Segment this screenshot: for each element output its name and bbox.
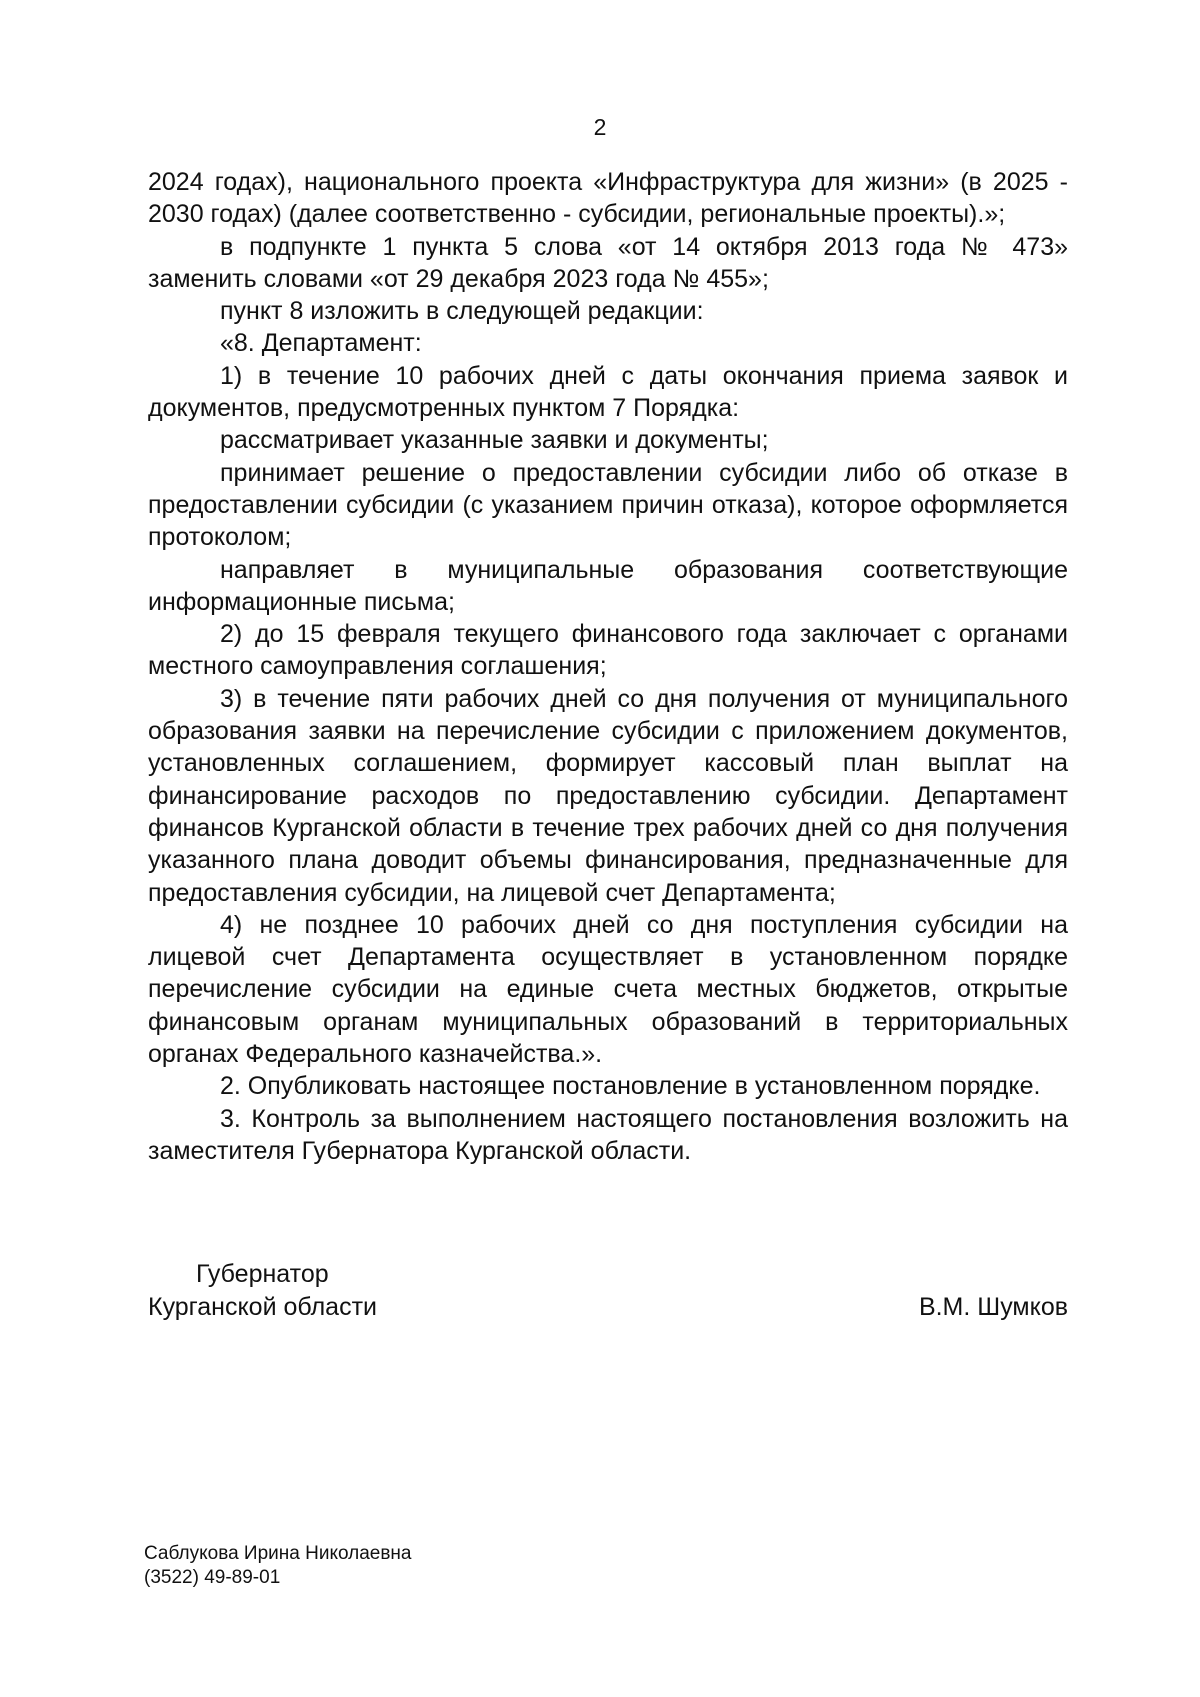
executor-phone: (3522) 49-89-01 xyxy=(144,1567,281,1588)
paragraph: 3) в течение пяти рабочих дней со дня получения от муниципального образования заявки на перечисление субсидии с приложением документов, установленных соглашением, формирует кассовый план выплат на финансирование расходов по предоставлению субсидии. Департамент финансов Курганской области в течение трех рабочих дней со дня получения указанного плана доводит объемы финансирования, предназначенные для предоставления субсидии, на лицевой счет Департамента; xyxy=(148,684,1068,907)
paragraph: «8. Департамент: xyxy=(220,329,422,358)
paragraph: в подпункте 1 пункта 5 слова «от 14 октября 2013 года № 473» заменить словами «от 29 декабря 2023 года № 455»; xyxy=(148,232,1068,293)
paragraph: 2. Опубликовать настоящее постановление в установленном порядке. xyxy=(220,1072,1041,1101)
paragraph: 4) не позднее 10 рабочих дней со дня поступления субсидии на лицевой счет Департамента осуществляет в установленном порядке перечисление субсидии на единые счета местных бюджетов, открытые финансовым органам муниципальных образований в территориальных органах Федерального казначейства.». xyxy=(148,910,1068,1069)
signature-block xyxy=(148,1258,1068,1324)
signatory-position-line2: Курганской области xyxy=(148,1293,378,1321)
paragraph: рассматривает указанные заявки и документы; xyxy=(220,426,769,455)
paragraph: принимает решение о предоставлении субсидии либо об отказе в предоставлении субсидии (с указанием причин отказа), которое оформляется протоколом; xyxy=(148,458,1068,552)
signatory-name: В.М. Шумков xyxy=(918,1293,1068,1321)
document-body xyxy=(148,166,1068,1167)
paragraph: пункт 8 изложить в следующей редакции: xyxy=(220,297,704,326)
page-number: 2 xyxy=(593,114,607,140)
paragraph: 2024 годах), национального проекта «Инфраструктура для жизни» (в 2025 - 2030 годах) (далее соответственно - субсидии, региональные проекты).»; xyxy=(148,168,1068,229)
paragraph: 3. Контроль за выполнением настоящего постановления возложить на заместителя Губернатора Курганской области. xyxy=(148,1104,1068,1165)
paragraph: 1) в течение 10 рабочих дней с даты окончания приема заявок и документов, предусмотренных пунктом 7 Порядка: xyxy=(148,361,1068,423)
signatory-position-line1: Губернатор xyxy=(196,1260,329,1288)
paragraph: 2) до 15 февраля текущего финансового года заключает с органами местного самоуправления соглашения; xyxy=(148,620,1068,681)
executor-name: Саблукова Ирина Николаевна xyxy=(144,1543,412,1564)
paragraph: направляет в муниципальные образования соответствующие информационные письма; xyxy=(148,555,1068,616)
executor-contact xyxy=(144,1542,412,1590)
